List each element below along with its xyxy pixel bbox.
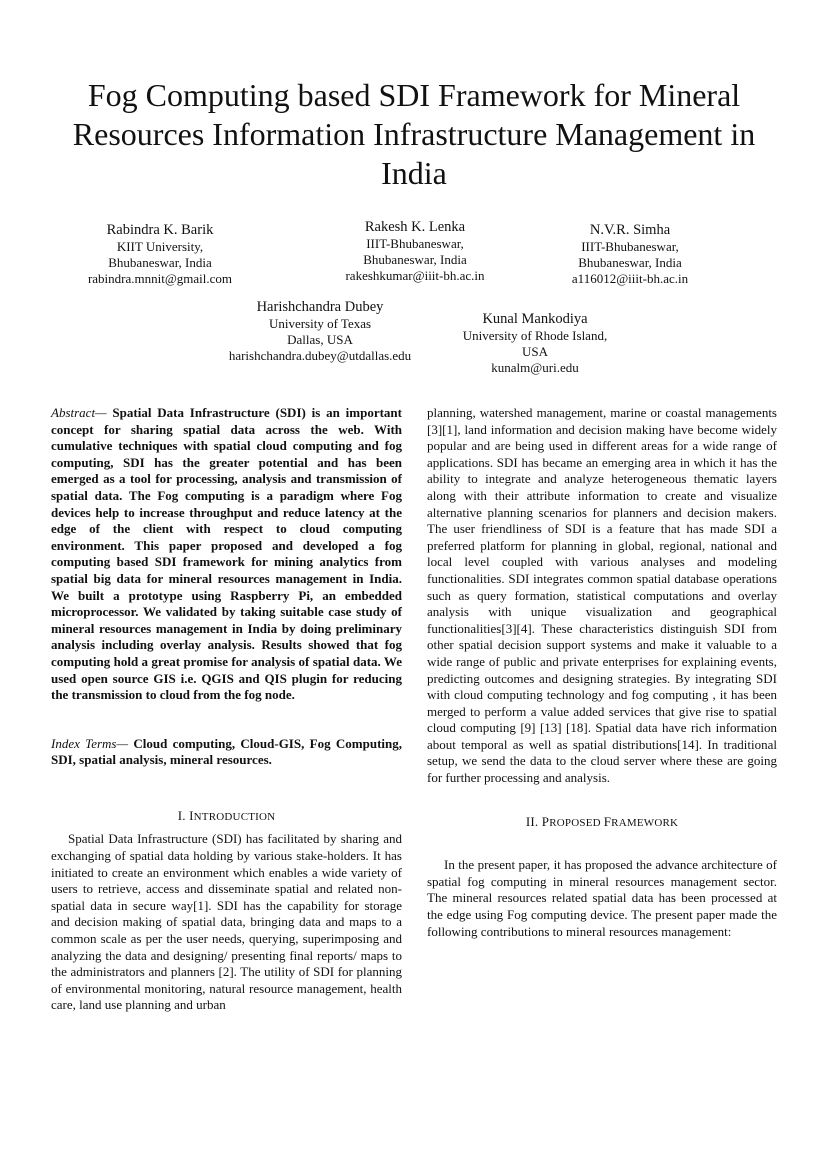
author-block (440, 310, 630, 376)
author-email: a116012@iiit-bh.ac.in (571, 271, 689, 286)
introduction-paragraph: Spatial Data Infrastructure (SDI) has facilitated by sharing and exchanging of spatial data holding by various stake-holders. It has initiated to create an environment which enables a wide variety of users to retrieve, access and disseminate spatial and related non-spatial data in secure way[1]. SDI has the capability for storage and decision making of spatial data, bringing data and maps to a common scale as per the user needs, querying, superimposing and analyzing the data and designing/ presenting final reports/ maps to the administrators and planners [2]. The utility of SDI for planning of environmental monitoring, natural resource management, health care, land use planning and urban (51, 831, 402, 1013)
right-column (427, 405, 777, 940)
author-name: Rakesh K. Lenka (364, 219, 466, 235)
author-email: harishchandra.dubey@utdallas.edu (228, 348, 412, 363)
author-name: Kunal Mankodiya (482, 311, 588, 327)
abstract-lead: Abstract— (51, 405, 107, 420)
index-terms (51, 736, 402, 769)
abstract (51, 405, 402, 704)
section-heading-introduction: I. INTRODUCTION (177, 807, 276, 823)
author-location: Bhubaneswar, India (578, 255, 682, 270)
author-email: rabindra.mnnit@gmail.com (87, 271, 233, 286)
author-location: Bhubaneswar, India (363, 252, 467, 267)
author-location: Bhubaneswar, India (108, 255, 212, 270)
index-terms-lead: Index Terms— (51, 735, 129, 751)
index-terms-text: Cloud computing, Cloud-GIS, Fog Computing, SDI, spatial analysis, mineral resources. (51, 735, 402, 768)
proposed-framework-paragraph: In the present paper, it has proposed the advance architecture of spatial fog computing in mineral resources management sector. The mineral resources related spatial data has been processed at the edge using Fog computing device. The present paper made the following contributions to mineral resources management: (427, 857, 777, 939)
author-affiliation: IIIT-Bhubaneswar, (581, 239, 679, 254)
left-column (51, 405, 402, 1014)
author-block (310, 218, 520, 284)
introduction-continued-paragraph: planning, watershed management, marine or coastal managements [3][1], land information and decision making have become widely popular and are being used in different areas for a wide range of applications. SDI has became an emerging area in which it has the ability to integrate and analyze heterogeneous thematic layers along with their attribute information to create and visualize alternative planning scenarios for planners and decision makers. The user friendliness of SDI is a feature that has made SDI a preferred platform for planning in global, regional, national and local level coupled with various analyses and modeling functionalities. SDI integrates common spatial database operations such as query formation, statistical computations and overlay analysis with unique visualization and geographical functionalities[3][4]. These characteristics distinguish SDI from other spatial decision support systems and make it valuable to a wide range of public and private enterprises for explaining events, predicting outcomes and designing strategies. By integrating SDI with cloud computing technology and fog computing , it has been merged to perform a value added services that give rise to spatial cloud computing [9] [13] [18]. Spatial data have rich information about temporal as well as spatial distributions[14]. In traditional setup, we send the data to the cloud server where these are going for further processing and analysis. (427, 405, 777, 786)
paper-title: Fog Computing based SDI Framework for Mineral Resources Information Infrastructure Management in India (72, 77, 756, 191)
author-block (205, 298, 435, 364)
author-location: USA (521, 344, 548, 359)
author-affiliation: University of Texas (268, 316, 372, 331)
author-name: Harishchandra Dubey (256, 299, 384, 315)
author-name: N.V.R. Simha (589, 222, 671, 238)
author-block (540, 221, 720, 287)
author-email: rakeshkumar@iiit-bh.ac.in (345, 268, 485, 283)
author-affiliation: KIIT University, (116, 239, 204, 254)
author-affiliation: IIIT-Bhubaneswar, (366, 236, 464, 251)
section-heading-proposed-framework: II. PROPOSED FRAMEWORK (525, 813, 679, 829)
author-name: Rabindra K. Barik (106, 222, 214, 238)
author-email: kunalm@uri.edu (491, 360, 579, 375)
author-affiliation: University of Rhode Island, (462, 328, 608, 343)
author-location: Dallas, USA (287, 332, 353, 347)
abstract-text: Spatial Data Infrastructure (SDI) is an important concept for sharing spatial data across the web. With cumulative techniques with spatial cloud computing and fog computing, SDI has the greater potential and has been emerged as a tool for processing, analysis and transmission of spatial data. The Fog computing is a paradigm where Fog devices help to increase throughput and reduce latency at the edge of the client with respect to cloud computing environment. This paper proposed and developed a fog computing based SDI framework for mining analytics from spatial big data for mineral resources management in India. We built a prototype using Raspberry Pi, an embedded microprocessor. We validated by taking suitable case study of mineral resources management in India by doing preliminary analysis including overlay analysis. Results showed that fog computing hold a great promise for analysis of spatial data. We used open source GIS i.e. QGIS and QIS plugin for reducing the transmission to cloud from the fog node. (51, 405, 402, 703)
author-block (60, 221, 260, 287)
